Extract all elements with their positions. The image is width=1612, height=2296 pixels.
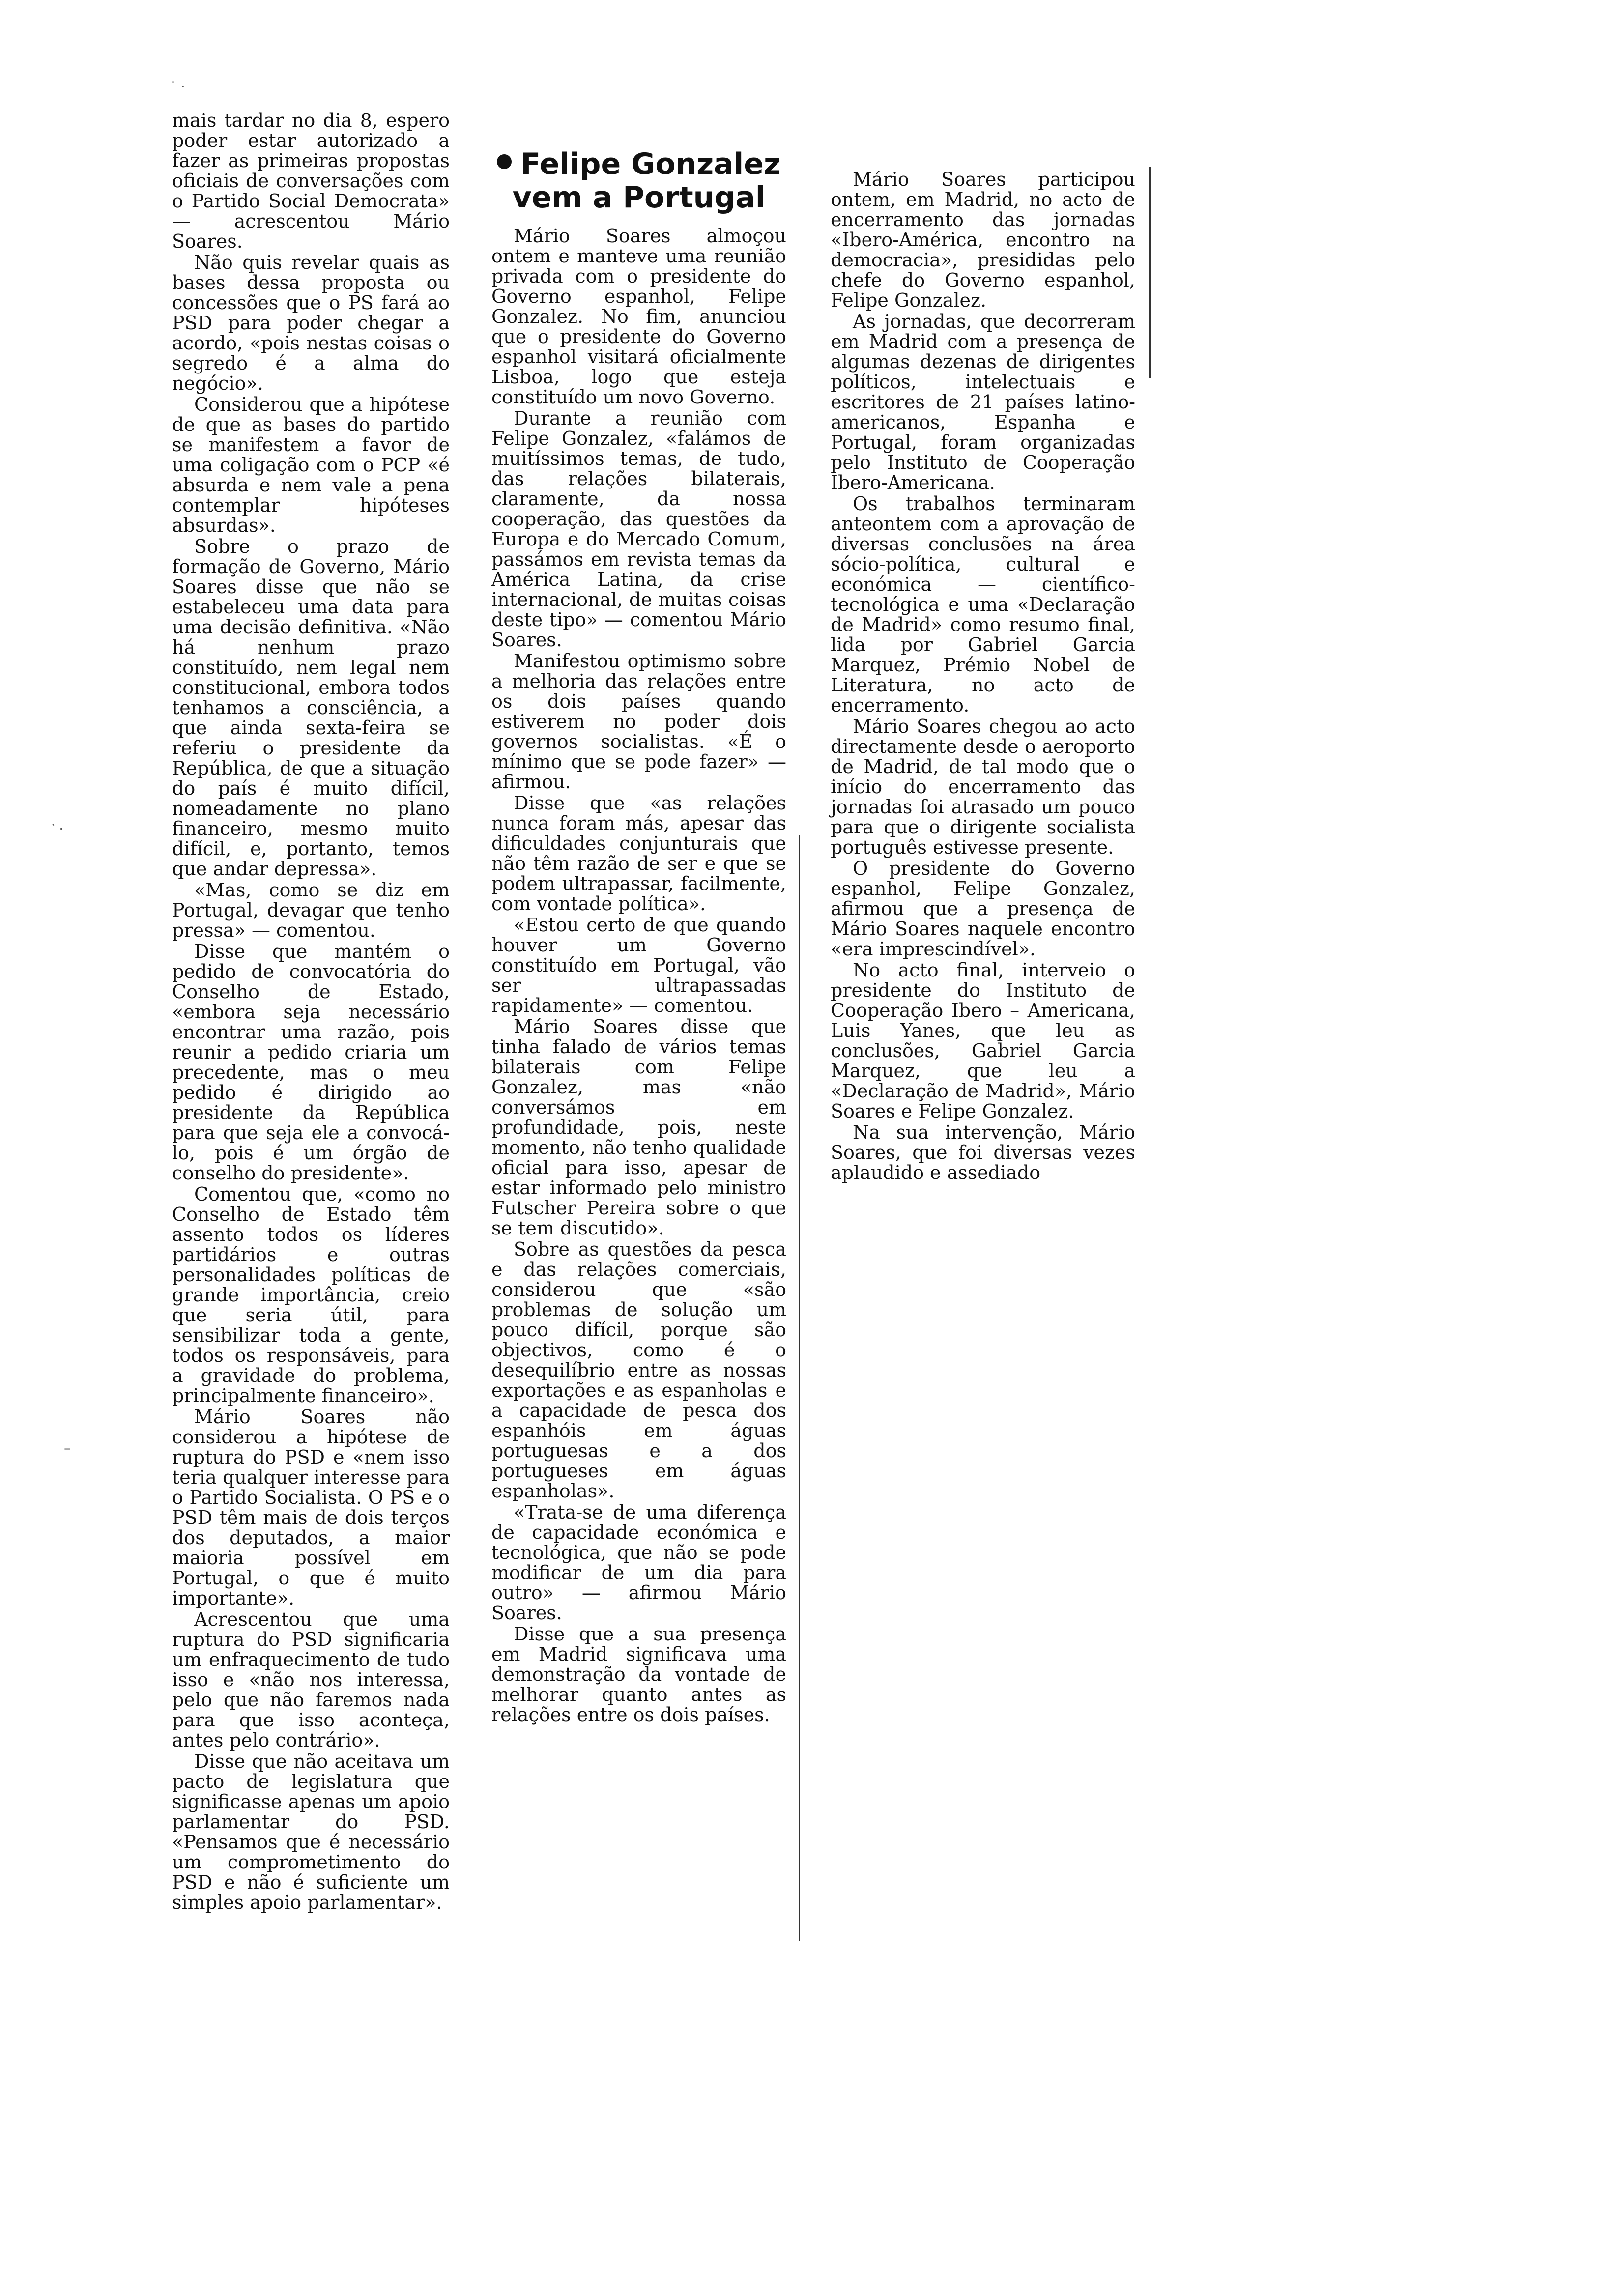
article-column-1 — [172, 111, 450, 1913]
paragraph: Na sua intervenção, Mário Soares, que foi diversas vezes aplaudido e assediado — [831, 1121, 1135, 1183]
paragraph: Durante a reunião com Felipe Gonzalez, «falámos de muitíssimos temas, de tudo, das relações bilaterais, claramente, da nossa cooperação, das questões da Europa e do Mercado Comum, passámos em revista temas da América Latina, da crise internacional, de muitas coisas deste tipo» — comentou Mário Soares. — [491, 407, 786, 651]
paragraph: Disse que não aceitava um pacto de legislatura que significasse apenas um apoio parlamentar do PSD. «Pensamos que é necessário um comprometimento do PSD e não é suficiente um simples apoio parlamentar». — [172, 1751, 450, 1913]
paragraph: As jornadas, que decorreram em Madrid com a presença de algumas dezenas de dirigentes políticos, intelectuais e escritores de 21 países latino-americanos, Espanha e Portugal, foram organizadas pelo Instituto de Cooperação Ibero-Americana. — [831, 311, 1135, 493]
column-rule — [1149, 167, 1151, 378]
paragraph: Mário Soares disse que tinha falado de vários temas bilaterais com Felipe Gonzalez, mas «não conversámos em profundidade, pois, neste momento, não tenho qualidade oficial para isso, apesar de estar informado pelo ministro Futscher Pereira sobre o que se tem discutido». — [491, 1016, 786, 1239]
paragraph: Manifestou optimismo sobre a melhoria das relações entre os dois países quando estiverem no poder dois governos socialistas. «É o mínimo que se pode fazer» — afirmou. — [491, 650, 786, 793]
paragraph: Considerou que a hipótese de que as bases do partido se manifestem a favor de uma coligação com o PCP «é absurda e nem vale a pena contemplar hipóteses absurdas». — [172, 394, 450, 536]
paragraph: No acto final, interveio o presidente do Instituto de Cooperação Ibero – Americana, Luis Yanes, que leu as conclusões, Gabriel Garcia Marquez, que leu a «Declaração de Madrid», Mário Soares e Felipe Gonzalez. — [831, 959, 1135, 1122]
bullet-icon — [497, 154, 512, 169]
paragraph: «Estou certo de que quando houver um Governo constituído em Portugal, vão ser ultrapassadas rapidamente» — comentou. — [491, 914, 786, 1016]
paragraph: Sobre o prazo de formação de Governo, Mário Soares disse que não se estabeleceu uma data para uma decisão definitiva. «Não há nenhum prazo constituído, nem legal nem constitucional, embora todos tenhamos a consciência, a que ainda sexta-feira se referiu o presidente da República, de que a situação do país é muito difícil, nomeadamente no plano financeiro, mesmo muito difícil, e, portanto, temos que andar depressa». — [172, 536, 450, 880]
article-column-3 — [831, 170, 1135, 1183]
column-rule — [799, 835, 800, 1941]
paragraph: Mário Soares não considerou a hipótese de ruptura do PSD e «nem isso teria qualquer interesse para o Partido Socialista. O PS e o PSD têm mais de dois terços dos deputados, a maior maioria possível em Portugal, o que é muito importante». — [172, 1406, 450, 1609]
paragraph: Não quis revelar quais as bases dessa proposta ou concessões que o PS fará ao PSD para poder chegar a acordo, «pois nestas coisas o segredo é a alma do negócio». — [172, 252, 450, 394]
paragraph: Mário Soares participou ontem, em Madrid, no acto de encerramento das jornadas «Ibero-América, encontro na democracia», presididas pelo chefe do Governo espanhol, Felipe Gonzalez. — [831, 169, 1135, 311]
paragraph: Comentou que, «como no Conselho de Estado têm assento todos os líderes partidários e outras personalidades políticas de grande importância, creio que seria útil, para sensibilizar toda a gente, todos os responsáveis, para a gravidade do problema, principalmente financeiro». — [172, 1183, 450, 1406]
scan-speck: ˙ · — [170, 79, 185, 95]
paragraph: Os trabalhos terminaram anteontem com a aprovação de diversas conclusões na área sócio-política, cultural e económica — científico-tecnológica e uma «Declaração de Madrid» como resumo final, lida por Gabriel Garcia Marquez, Prémio Nobel de Literatura, no acto de encerramento. — [831, 493, 1135, 716]
paragraph: Disse que «as relações nunca foram más, apesar das dificuldades conjunturais que não têm razão de ser e que se podem ultrapassar, facilmente, com vontade política». — [491, 792, 786, 915]
paragraph: Acrescentou que uma ruptura do PSD significaria um enfraquecimento de tudo isso e «não nos interessa, pelo que não faremos nada para que isso aconteça, antes pelo contrário». — [172, 1608, 450, 1751]
scan-speck: – — [64, 1440, 71, 1456]
paragraph: Mário Soares almoçou ontem e manteve uma reunião privada com o presidente do Governo espanhol, Felipe Gonzalez. No fim, anunciou que o presidente do Governo espanhol visitará oficialmente Lisboa, logo que esteja constituído um novo Governo. — [491, 225, 786, 408]
paragraph: mais tardar no dia 8, espero poder estar autorizado a fazer as primeiras propostas oficiais de conversações com o Partido Social Democrata» — acrescentou Mário Soares. — [172, 110, 450, 252]
paragraph: «Trata-se de uma diferença de capacidade económica e tecnológica, que não se pode modificar de um dia para outro» — afirmou Mário Soares. — [491, 1501, 786, 1624]
scan-speck: ‵ · — [52, 821, 64, 837]
article-column-2 — [491, 147, 786, 1725]
paragraph: Mário Soares chegou ao acto directamente desde o aeroporto de Madrid, de tal modo que o início do encerramento das jornadas foi atrasado um pouco para que o dirigente socialista português estivesse presente. — [831, 716, 1135, 858]
section-headline — [491, 147, 786, 214]
paragraph: O presidente do Governo espanhol, Felipe Gonzalez, afirmou que a presença de Mário Soares naquele encontro «era imprescindível». — [831, 858, 1135, 960]
paragraph: «Mas, como se diz em Portugal, devagar que tenho pressa» — comentou. — [172, 879, 450, 941]
paragraph: Disse que a sua presença em Madrid significava uma demonstração da vontade de melhorar quanto antes as relações entre os dois países. — [491, 1623, 786, 1725]
paragraph: Sobre as questões da pesca e das relações comerciais, considerou que «são problemas de solução um pouco difícil, porque são objectivos, como é o desequilíbrio entre as nossas exportações e as espanholas e a capacidade de pesca dos espanhóis em águas portuguesas e a dos portugueses em águas espanholas». — [491, 1238, 786, 1502]
paragraph: Disse que mantém o pedido de convocatória do Conselho de Estado, «embora seja necessário encontrar uma razão, pois reunir a pedido criaria um precedente, mas o meu pedido é dirigido ao presidente da República para que seja ele a convocá-lo, pois é um órgão de conselho do presidente». — [172, 941, 450, 1184]
headline-text: Felipe Gonzalez vem a Portugal — [512, 147, 781, 215]
